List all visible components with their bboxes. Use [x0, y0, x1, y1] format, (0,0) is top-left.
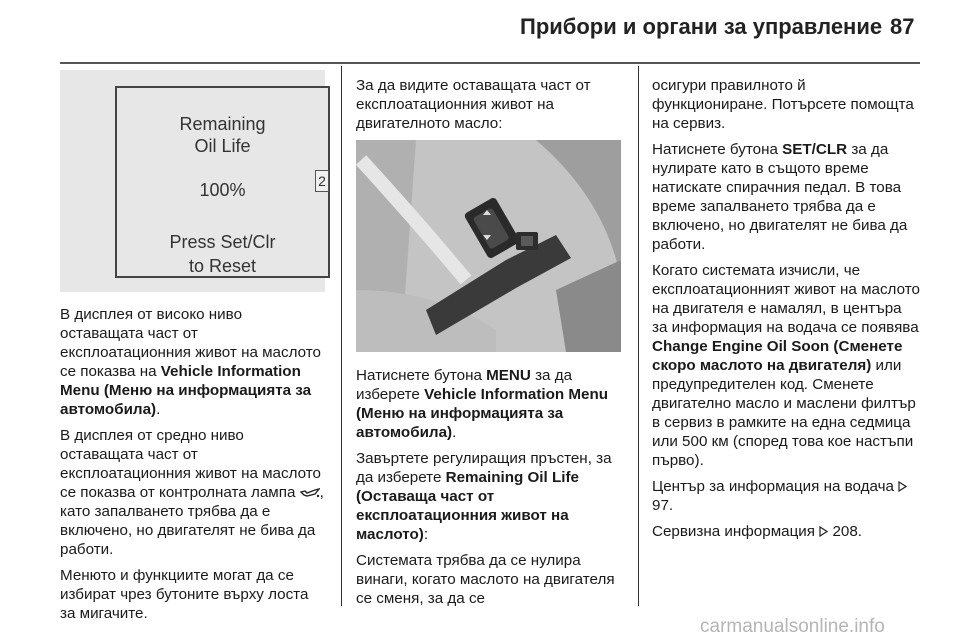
col1-paragraph-3: Менюто и функциите могат да се избират чрез бутоните върху лоста за мигачите. [60, 567, 309, 622]
display-line-1: Remaining [179, 114, 266, 134]
header-rule [60, 62, 920, 64]
display-line-2: Oil Life [194, 136, 251, 156]
page-header-title: Прибори и органи за управление [520, 14, 883, 39]
page-reference-arrow-icon [819, 526, 828, 537]
column-divider-2 [638, 66, 639, 606]
display-line-5: to Reset [188, 256, 257, 276]
column-divider-1 [341, 66, 342, 606]
column-2-lower [356, 366, 624, 615]
site-watermark: carmanualsonline.info [700, 616, 885, 637]
oil-can-warning-icon [300, 487, 320, 499]
col1-paragraph-2: В дисплея от средно ниво оставащата част от експлоатационния живот на маслото се показва от контролната лампа , като запалването трябва да е включено, но двигателят не бива да работи. [60, 427, 324, 558]
col3-paragraph-3: Център за информация на водача 97. [652, 477, 920, 515]
col3-paragraph-0: осигури правилното й функциониране. Потърсете помощта на сервиз. [652, 77, 914, 132]
col3-paragraph-4: Сервизна информация 208. [652, 523, 862, 540]
page-number: 87 [890, 14, 915, 39]
oil-life-display-figure [60, 70, 325, 292]
column-3 [652, 76, 920, 548]
display-screen [115, 86, 330, 278]
col2-paragraph-3: Системата трябва да се нулира винаги, когато маслото на двигателя се сменя, за да се [356, 552, 615, 607]
col2-intro: За да видите оставащата част от експлоатационния живот на двигателното масло: [356, 77, 591, 132]
col3-paragraph-2: Когато системата изчисли, че експлоатационният живот на маслото на двигателя е намалял, в центъра за информация на водача се появява Change Engine Oil Soon (Сменете скоро маслото на двигателя) или предупредителен код. Сменете двигателно масло и маслени филтър в сервиз в рамките на една седмица или 500 км (според това кое настъпи първо). [652, 262, 920, 469]
column-2 [356, 76, 624, 140]
col2-paragraph-1: Натиснете бутона MENU за да изберете Vehicle Information Menu (Меню на информацията за автомобила). [356, 367, 609, 441]
display-line-3: 100% [199, 180, 246, 200]
column-1 [60, 305, 328, 630]
lever-photo-illustration [356, 140, 621, 352]
col2-paragraph-2: Завъртете регулиращия пръстен, за да изберете Remaining Oil Life (Оставаща част от експлоатационния живот на маслото): [356, 450, 612, 543]
display-line-4: Press Set/Clr [169, 232, 276, 252]
col1-paragraph-1: В дисплея от високо ниво оставащата част от експлоатационния живот на маслото се показва на Vehicle Information Menu (Меню на информацията за автомобила). [60, 306, 321, 418]
col3-paragraph-1: Натиснете бутона SET/CLR за да нулирате като в същото време натискате спирачния педал. В това време запалването трябва да е включено, но двигателят не бива да работи. [652, 141, 908, 253]
turn-signal-lever-figure [356, 140, 621, 352]
page-indicator-badge: 2 [315, 170, 329, 192]
page-reference-arrow-icon [898, 481, 907, 492]
